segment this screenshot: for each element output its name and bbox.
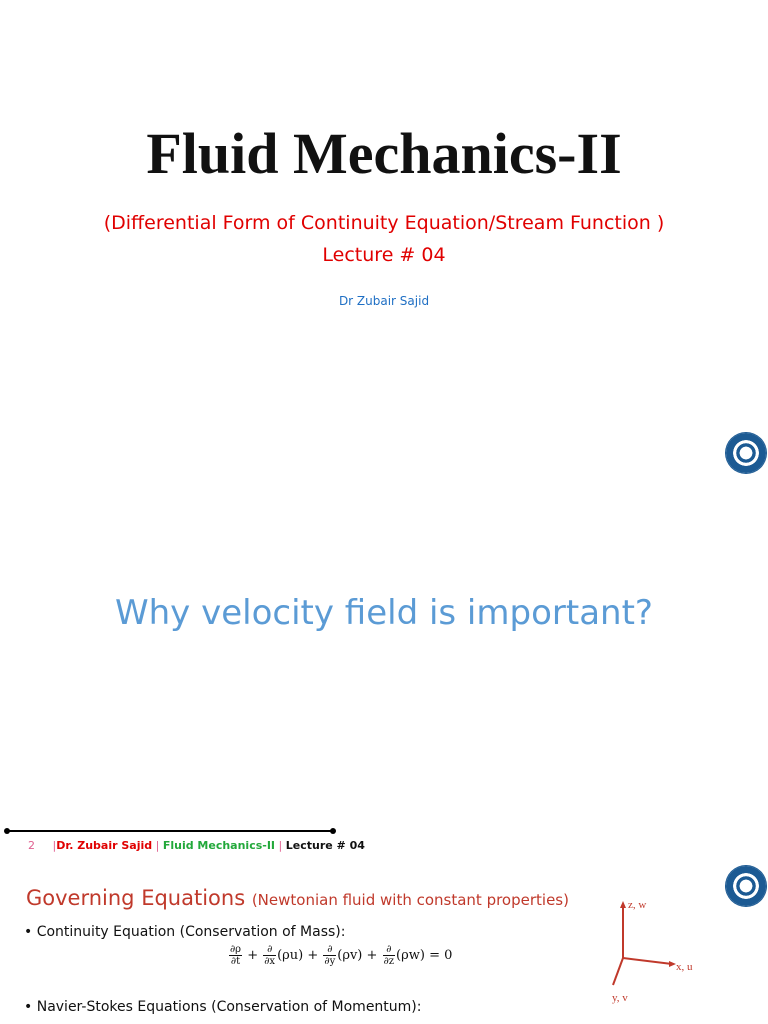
heading-note: (Newtonian fluid with constant properties): [251, 891, 569, 909]
divider-dot-left: [4, 828, 10, 834]
bullet-text: Continuity Equation (Conservation of Mass):: [36, 924, 346, 940]
bullet-navier-stokes: [24, 997, 422, 1017]
footer-lecture: Lecture # 04: [285, 839, 365, 852]
z-axis-label: z, w: [628, 899, 647, 911]
section-heading: [26, 883, 569, 915]
footer-divider: [6, 830, 334, 832]
y-axis: [613, 958, 623, 985]
footer-separator: |: [278, 839, 283, 852]
fraction: $\frac{\partial\rho}{\partial t}$: [230, 944, 242, 967]
slide-footer: [28, 838, 365, 854]
z-arrow: [620, 901, 626, 908]
y-axis-label: y, v: [612, 992, 628, 1004]
footer-separator: |: [155, 839, 160, 852]
bullet-continuity: [24, 922, 345, 942]
coordinate-axes-diagram: [590, 895, 710, 1005]
fraction: $\frac{\partial}{\partial z}$: [383, 944, 395, 967]
university-seal-icon: [726, 866, 766, 906]
continuity-equation: $\frac{\partial\rho}{\partial t}$ + $\frac{\partial}{\partial x}$ (ρu) + $\frac{\partial}{\partial y}$ (ρv) + $\frac{\partial}{\partial z}$ (ρw) = 0: [230, 944, 453, 967]
x-axis: [623, 958, 672, 964]
lecture-number: Lecture # 04: [322, 244, 446, 266]
bullet-dot: •: [24, 999, 33, 1015]
x-arrow: [669, 961, 676, 967]
footer-separator: |: [52, 839, 57, 852]
university-seal-icon: [726, 433, 766, 473]
fraction: $\frac{\partial}{\partial x}$: [264, 944, 276, 967]
x-axis-label: x, u: [676, 961, 693, 973]
divider-dot-right: [330, 828, 336, 834]
slide-question: Why velocity field is important?: [115, 593, 653, 633]
fraction: $\frac{\partial}{\partial y}$: [324, 944, 336, 967]
bullet-text: Navier-Stokes Equations (Conservation of Momentum):: [36, 999, 422, 1015]
footer-page-number: 2: [28, 839, 35, 852]
slide-title: Fluid Mechanics-II: [146, 121, 622, 186]
footer-author: Dr. Zubair Sajid: [56, 839, 153, 852]
author-name: Dr Zubair Sajid: [338, 294, 430, 308]
heading-text: Governing Equations: [26, 886, 246, 910]
footer-course: Fluid Mechanics-II: [162, 839, 276, 852]
bullet-dot: •: [24, 924, 33, 940]
slide-subtitle: (Differential Form of Continuity Equation/Stream Function ): [103, 212, 665, 234]
